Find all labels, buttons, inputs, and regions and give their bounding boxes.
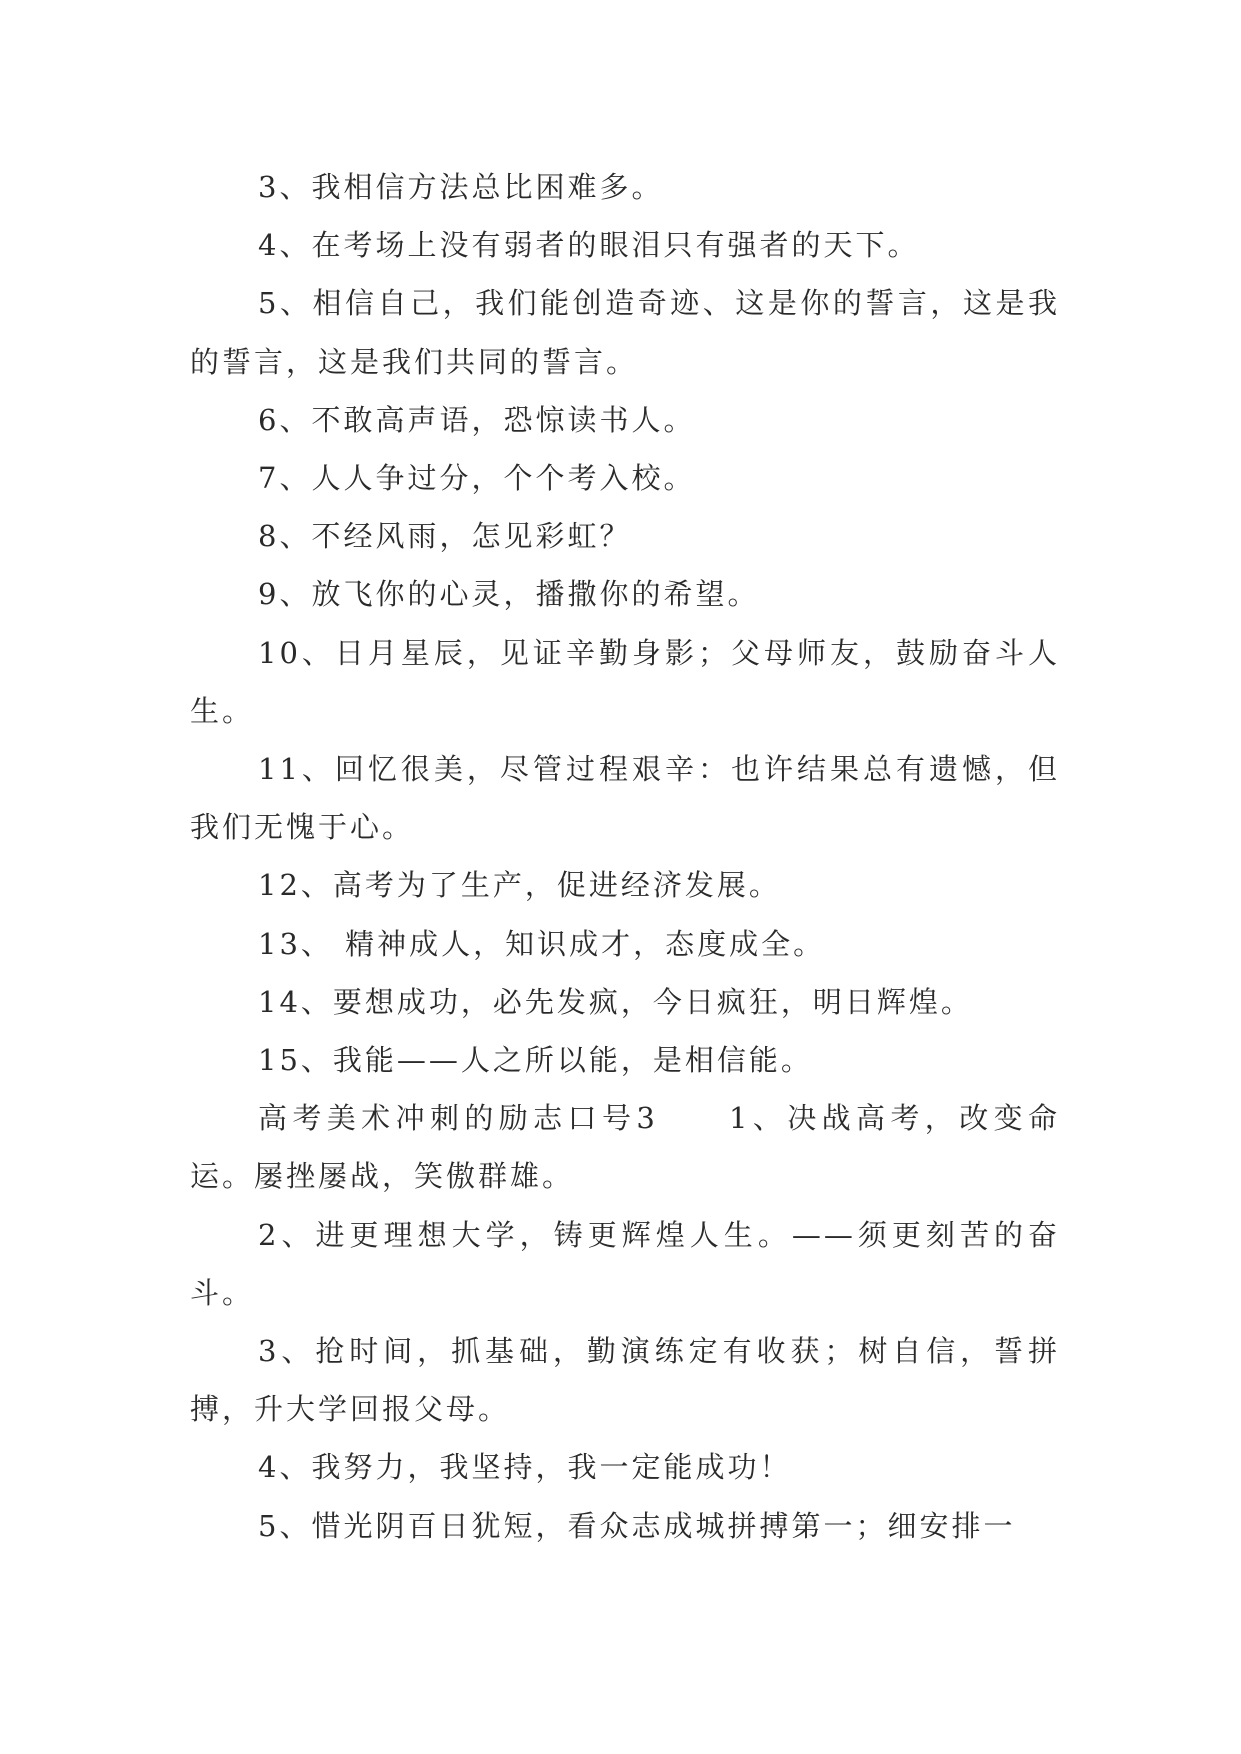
paragraph-slogan-14: 14、要想成功，必先发疯，今日疯狂，明日辉煌。 [258,984,973,1019]
paragraph-section-slogan-4: 4、我努力，我坚持，我一定能成功！ [258,1450,792,1485]
paragraph-slogan-15: 15、我能——人之所以能，是相信能。 [258,1043,813,1078]
paragraph-slogan-5: 5、相信自己，我们能创造奇迹、这是你的誓言，这是我的誓言，这是我们共同的誓言。 [190,286,1060,379]
paragraph-section-slogan-5: 5、惜光阴百日犹短，看众志成城拼搏第一；细安排一 [258,1508,1016,1543]
paragraph-slogan-11: 11、回忆很美，尽管过程艰辛：也许结果总有遗憾，但我们无愧于心。 [190,752,1060,845]
paragraph-slogan-8: 8、不经风雨，怎见彩虹？ [258,519,632,554]
section-heading-paragraph: 高考美术冲刺的励志口号3 1、决战高考，改变命运。屡挫屡战，笑傲群雄。 [190,1101,1060,1194]
document-body [190,158,1060,1555]
paragraph-slogan-13: 13、 精神成人，知识成才，态度成全。 [258,926,826,961]
paragraph-slogan-9: 9、放飞你的心灵，播撒你的希望。 [258,577,760,612]
paragraph-slogan-6: 6、不敢高声语，恐惊读书人。 [258,402,696,437]
paragraph-section-slogan-3: 3、抢时间，抓基础，勤演练定有收获；树自信，誓拼搏，升大学回报父母。 [190,1334,1060,1427]
paragraph-slogan-10: 10、日月星辰，见证辛勤身影；父母师友，鼓励奋斗人生。 [190,635,1060,728]
paragraph-section-slogan-2: 2、进更理想大学，铸更辉煌人生。——须更刻苦的奋斗。 [190,1217,1060,1310]
paragraph-slogan-12: 12、高考为了生产，促进经济发展。 [258,868,781,903]
paragraph-slogan-7: 7、人人争过分，个个考入校。 [258,461,696,496]
paragraph-slogan-3: 3、我相信方法总比困难多。 [258,170,664,204]
paragraph-slogan-4: 4、在考场上没有弱者的眼泪只有强者的天下。 [258,228,920,263]
